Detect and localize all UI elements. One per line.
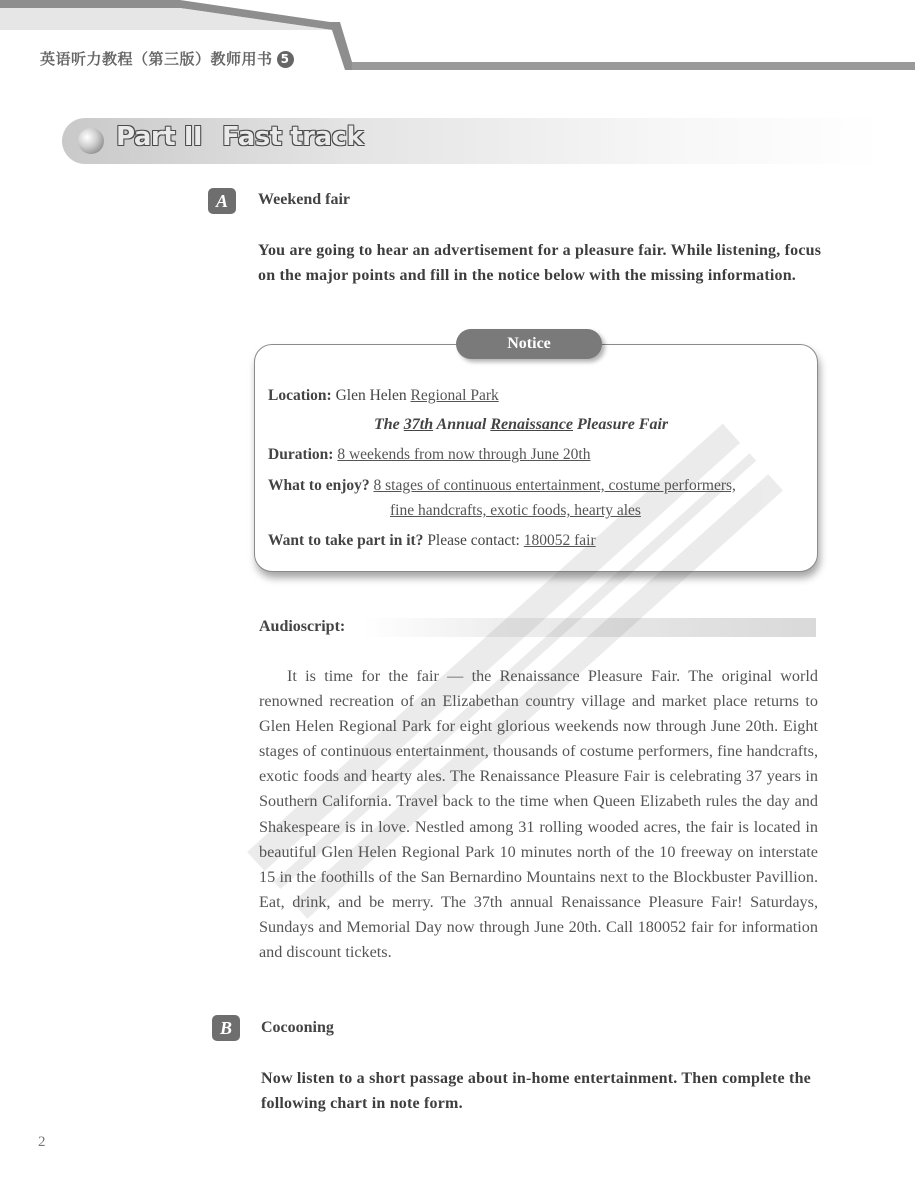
- section-a-title: Weekend fair: [258, 191, 350, 208]
- fair-title-mid: Annual: [436, 416, 487, 433]
- fair-title-answer-1: 37th: [403, 416, 434, 433]
- section-b-badge: B: [212, 1015, 240, 1041]
- enjoy-label: What to enjoy?: [268, 477, 370, 494]
- notice-enjoy: [268, 477, 736, 495]
- fair-title-post: Pleasure Fair: [577, 416, 669, 433]
- notice-duration: [268, 446, 590, 464]
- sphere-icon: [78, 128, 104, 154]
- location-prefix: Glen Helen: [335, 387, 407, 404]
- contact-prefix: Please contact:: [427, 532, 520, 549]
- page-number: 2: [38, 1134, 46, 1150]
- enjoy-answer-line-1: 8 stages of continuous entertainment, costume performers,: [373, 477, 736, 494]
- location-answer: Regional Park: [410, 387, 499, 404]
- audioscript-bar: [362, 618, 816, 637]
- notice-location: [268, 387, 499, 405]
- section-b-instructions: Now listen to a short passage about in-home entertainment. Then complete the following chart in note form.: [261, 1070, 811, 1112]
- running-header: [40, 48, 294, 69]
- part-name: Fast track: [222, 122, 364, 152]
- notice-contact: [268, 532, 596, 550]
- notice-fair-title: [374, 416, 668, 434]
- contact-answer: 180052 fair: [523, 532, 596, 549]
- fair-title-pre: The: [374, 416, 400, 433]
- audioscript-label: Audioscript:: [259, 618, 346, 635]
- section-b-title: Cocooning: [261, 1019, 334, 1036]
- notice-enjoy-continued: [390, 502, 641, 520]
- part-label: Part II: [116, 122, 203, 152]
- contact-label: Want to take part in it?: [268, 532, 424, 549]
- enjoy-answer-line-2: fine handcrafts, exotic foods, hearty ales: [390, 502, 641, 519]
- notice-tab: Notice: [456, 329, 602, 359]
- duration-answer: 8 weekends from now through June 20th: [337, 446, 591, 463]
- section-a-badge: A: [208, 188, 236, 214]
- audioscript-text: It is time for the fair — the Renaissance Pleasure Fair. The original world renowned recreation of an Elizabethan country village and market place returns to Glen Helen Regional Park for eight glorious weekends now through June 20th. Eight stages of continuous entertainment, thousands of costume performers, fine handcrafts, exotic foods and hearty ales. The Renaissance Pleasure Fair is celebrating 37 years in Southern California. Travel back to the time when Queen Elizabeth rules the day and Shakespeare is in love. Nestled among 31 rolling wooded acres, the fair is located in beautiful Glen Helen Regional Park 10 minutes north of the 10 freeway on interstate 15 in the foothills of the San Bernardino Mountains next to the Blockbuster Pavillion. Eat, drink, and be merry. The 37th annual Renaissance Pleasure Fair! Saturdays, Sundays and Memorial Day now through June 20th. Call 180052 fair for information and discount tickets.: [259, 667, 818, 962]
- location-label: Location:: [268, 387, 332, 404]
- duration-label: Duration:: [268, 446, 334, 463]
- section-a-instructions: You are going to hear an advertisement for a pleasure fair. While listening, focus on the major points and fill in the notice below with the missing information.: [258, 242, 822, 284]
- book-title: 英语听力教程（第三版）教师用书: [40, 50, 273, 68]
- volume-number: 5: [277, 51, 294, 68]
- fair-title-answer-2: Renaissance: [490, 416, 574, 433]
